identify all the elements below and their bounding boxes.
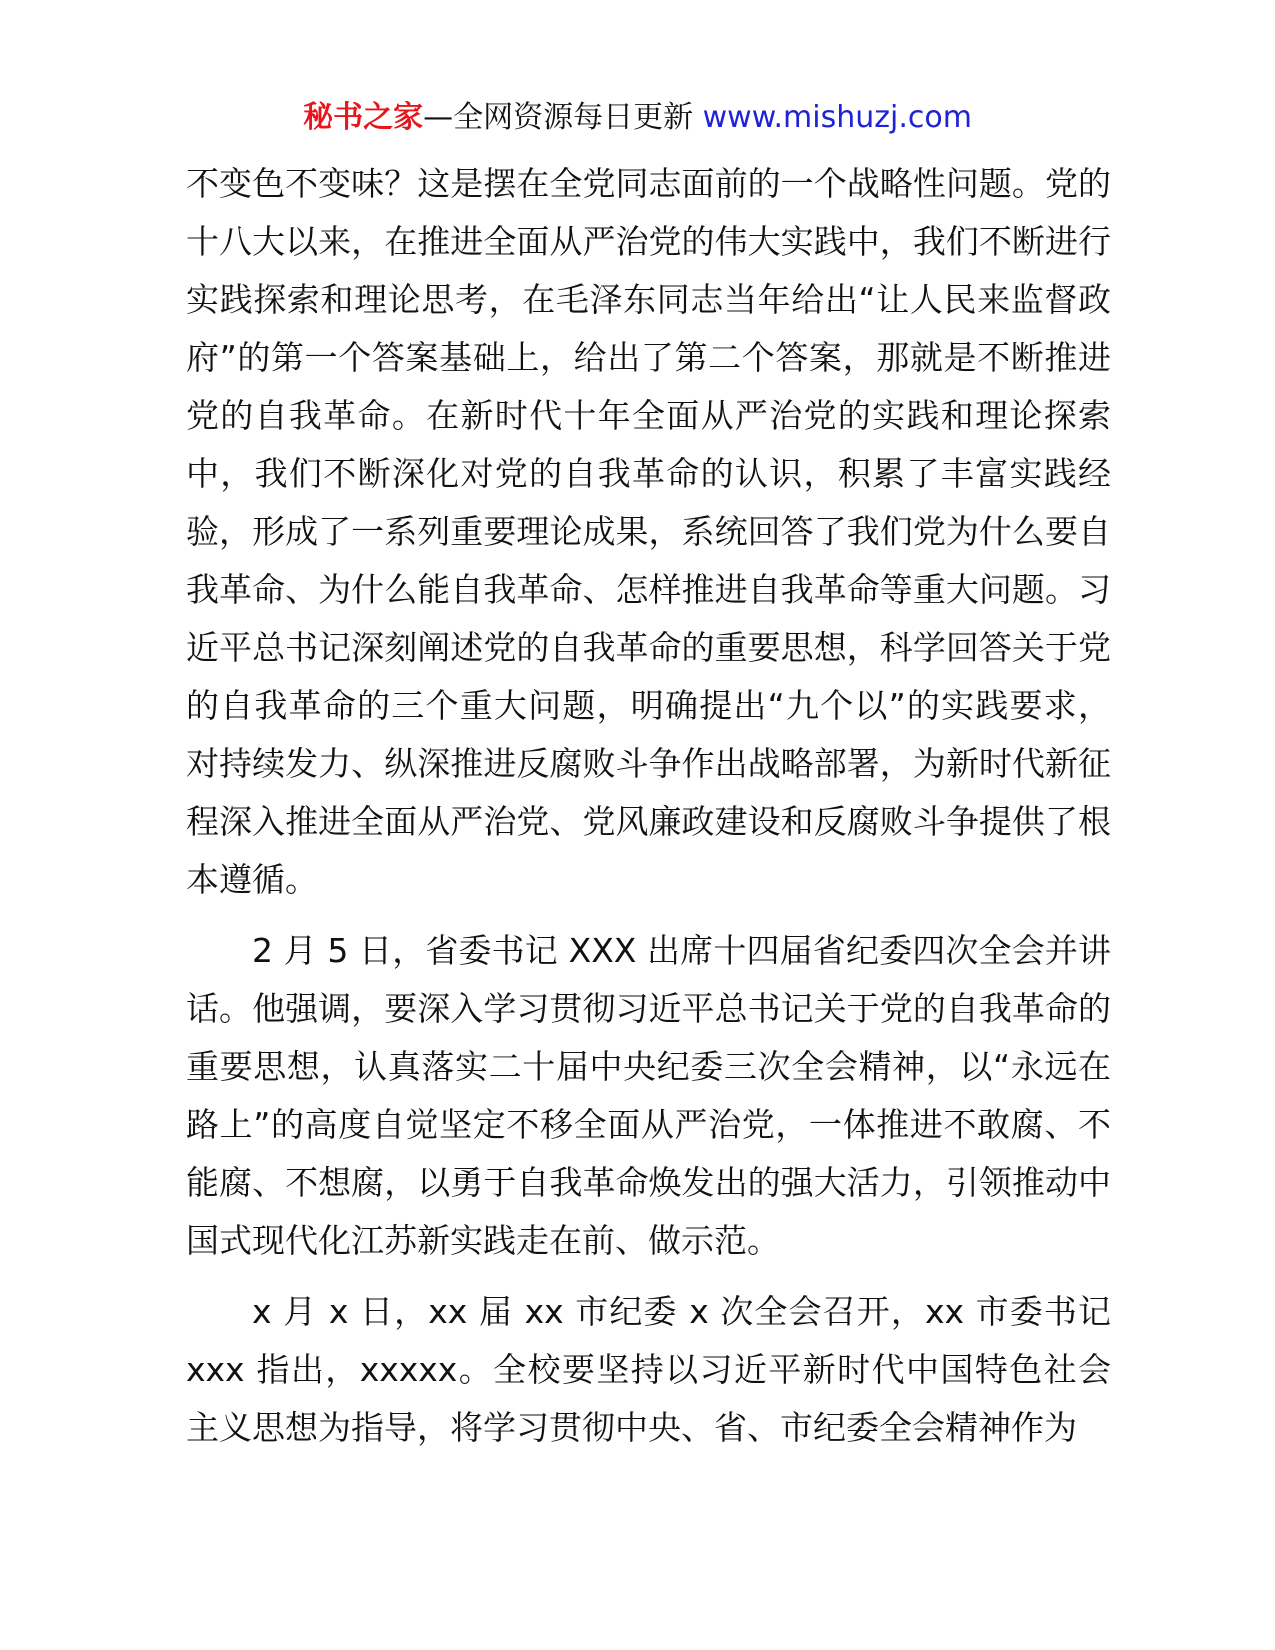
site-url[interactable]: www.mishuzj.com: [702, 100, 972, 135]
paragraph-city-meeting: x 月 x 日，xx 届 xx 市纪委 x 次全会召开，xx 市委书记 xxx 指出，xxxxx。全校要坚持以习近平新时代中国特色社会主义思想为指导，将学习贯彻中央、省、市纪委全会精神作为: [186, 1292, 1111, 1447]
paragraph-provincial-meeting: 2 月 5 日，省委书记 XXX 出席十四届省纪委四次全会并讲话。他强调，要深入学习贯彻习近平总书记关于党的自我革命的重要思想，认真落实二十届中央纪委三次全会精神，以“永远在路上”的高度自觉坚定不移全面从严治党，一体推进不敢腐、不能腐、不想腐，以勇于自我革命焕发出的强大活力，引领推动中国式现代化江苏新实践走在前、做示范。: [186, 931, 1111, 1260]
header-tagline: —全网资源每日更新: [423, 100, 703, 135]
paragraph-continuation: 不变色不变味？这是摆在全党同志面前的一个战略性问题。党的十八大以来，在推进全面从严治党的伟大实践中，我们不断进行实践探索和理论思考，在毛泽东同志当年给出“让人民来监督政府”的第一个答案基础上，给出了第二个答案，那就是不断推进党的自我革命。在新时代十年全面从严治党的实践和理论探索中，我们不断深化对党的自我革命的认识，积累了丰富实践经验，形成了一系列重要理论成果，系统回答了我们党为什么要自我革命、为什么能自我革命、怎样推进自我革命等重大问题。习近平总书记深刻阐述党的自我革命的重要思想，科学回答关于党的自我革命的三个重大问题，明确提出“九个以”的实践要求，对持续发力、纵深推进反腐败斗争作出战略部署，为新时代新征程深入推进全面从严治党、党风廉政建设和反腐败斗争提供了根本遵循。: [186, 164, 1111, 899]
page-header: [0, 98, 1275, 138]
brand-name: 秘书之家: [303, 100, 424, 135]
document-body: [186, 155, 1111, 1457]
